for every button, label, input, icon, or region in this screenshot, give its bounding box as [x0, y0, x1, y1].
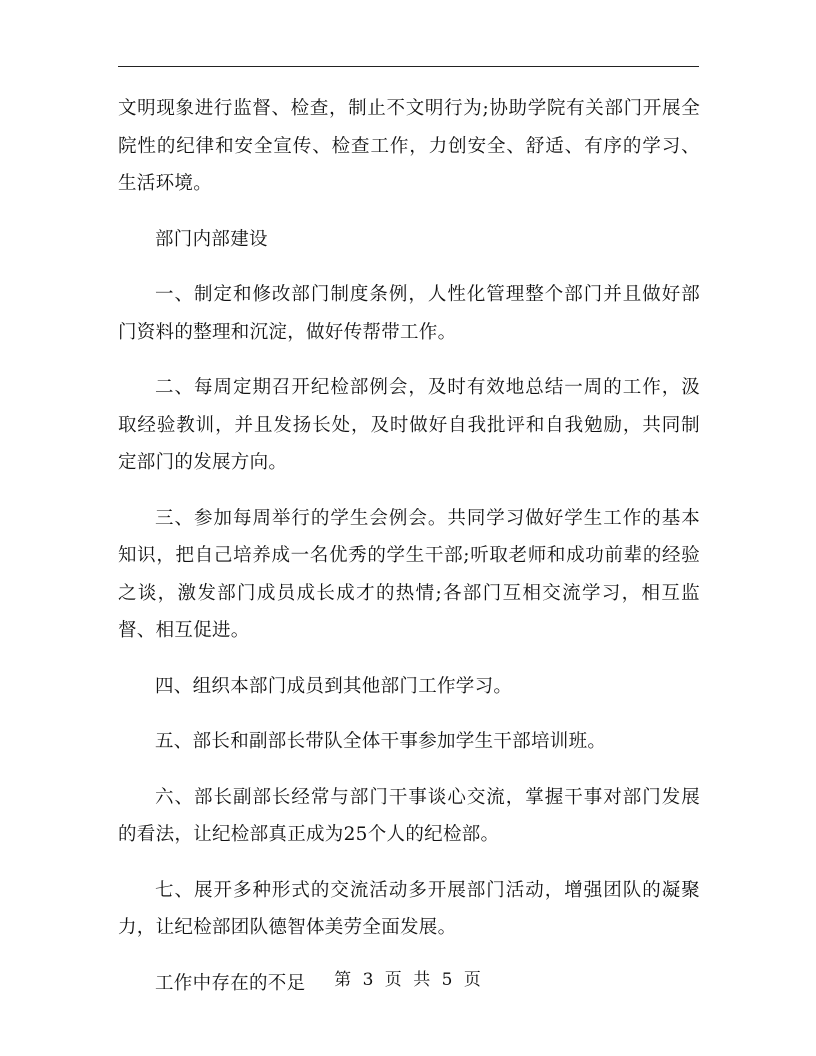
section-heading-shortcomings: 工作中存在的不足: [155, 972, 306, 994]
document-body: [118, 90, 700, 1020]
paragraph-continuation: 文明现象进行监督、检查，制止不文明行为;协助学院有关部门开展全院性的纪律和安全宣传、检查工作，力创安全、舒适、有序的学习、生活环境。: [118, 98, 700, 194]
paragraph-item-4: 四、组织本部门成员到其他部门工作学习。: [155, 675, 513, 697]
header-rule: [118, 66, 699, 67]
section-heading-internal-construction: 部门内部建设: [155, 228, 268, 250]
paragraph-item-2: 二、每周定期召开纪检部例会，及时有效地总结一周的工作，汲取经验教训，并且发扬长处，及时做好自我批评和自我勉励，共同制定部门的发展方向。: [118, 377, 700, 473]
paragraph-item-7: 七、展开多种形式的交流活动多开展部门活动，增强团队的凝聚力，让纪检部团队德智体美劳全面发展。: [118, 879, 700, 938]
paragraph-item-1: 一、制定和修改部门制度条例，人性化管理整个部门并且做好部门资料的整理和沉淀，做好传帮带工作。: [118, 284, 700, 343]
page-number-footer: 第 3 页 共 5 页: [334, 970, 482, 990]
paragraph-item-3: 三、参加每周举行的学生会例会。共同学习做好学生工作的基本知识，把自己培养成一名优秀的学生干部;听取老师和成功前辈的经验之谈，激发部门成员成长成才的热情;各部门互相交流学习，相互监督、相互促进。: [118, 507, 700, 641]
paragraph-item-6: 六、部长副部长经常与部门干事谈心交流，掌握干事对部门发展的看法，让纪检部真正成为25个人的纪检部。: [118, 786, 700, 845]
paragraph-item-5: 五、部长和副部长带队全体干事参加学生干部培训班。: [155, 731, 607, 752]
